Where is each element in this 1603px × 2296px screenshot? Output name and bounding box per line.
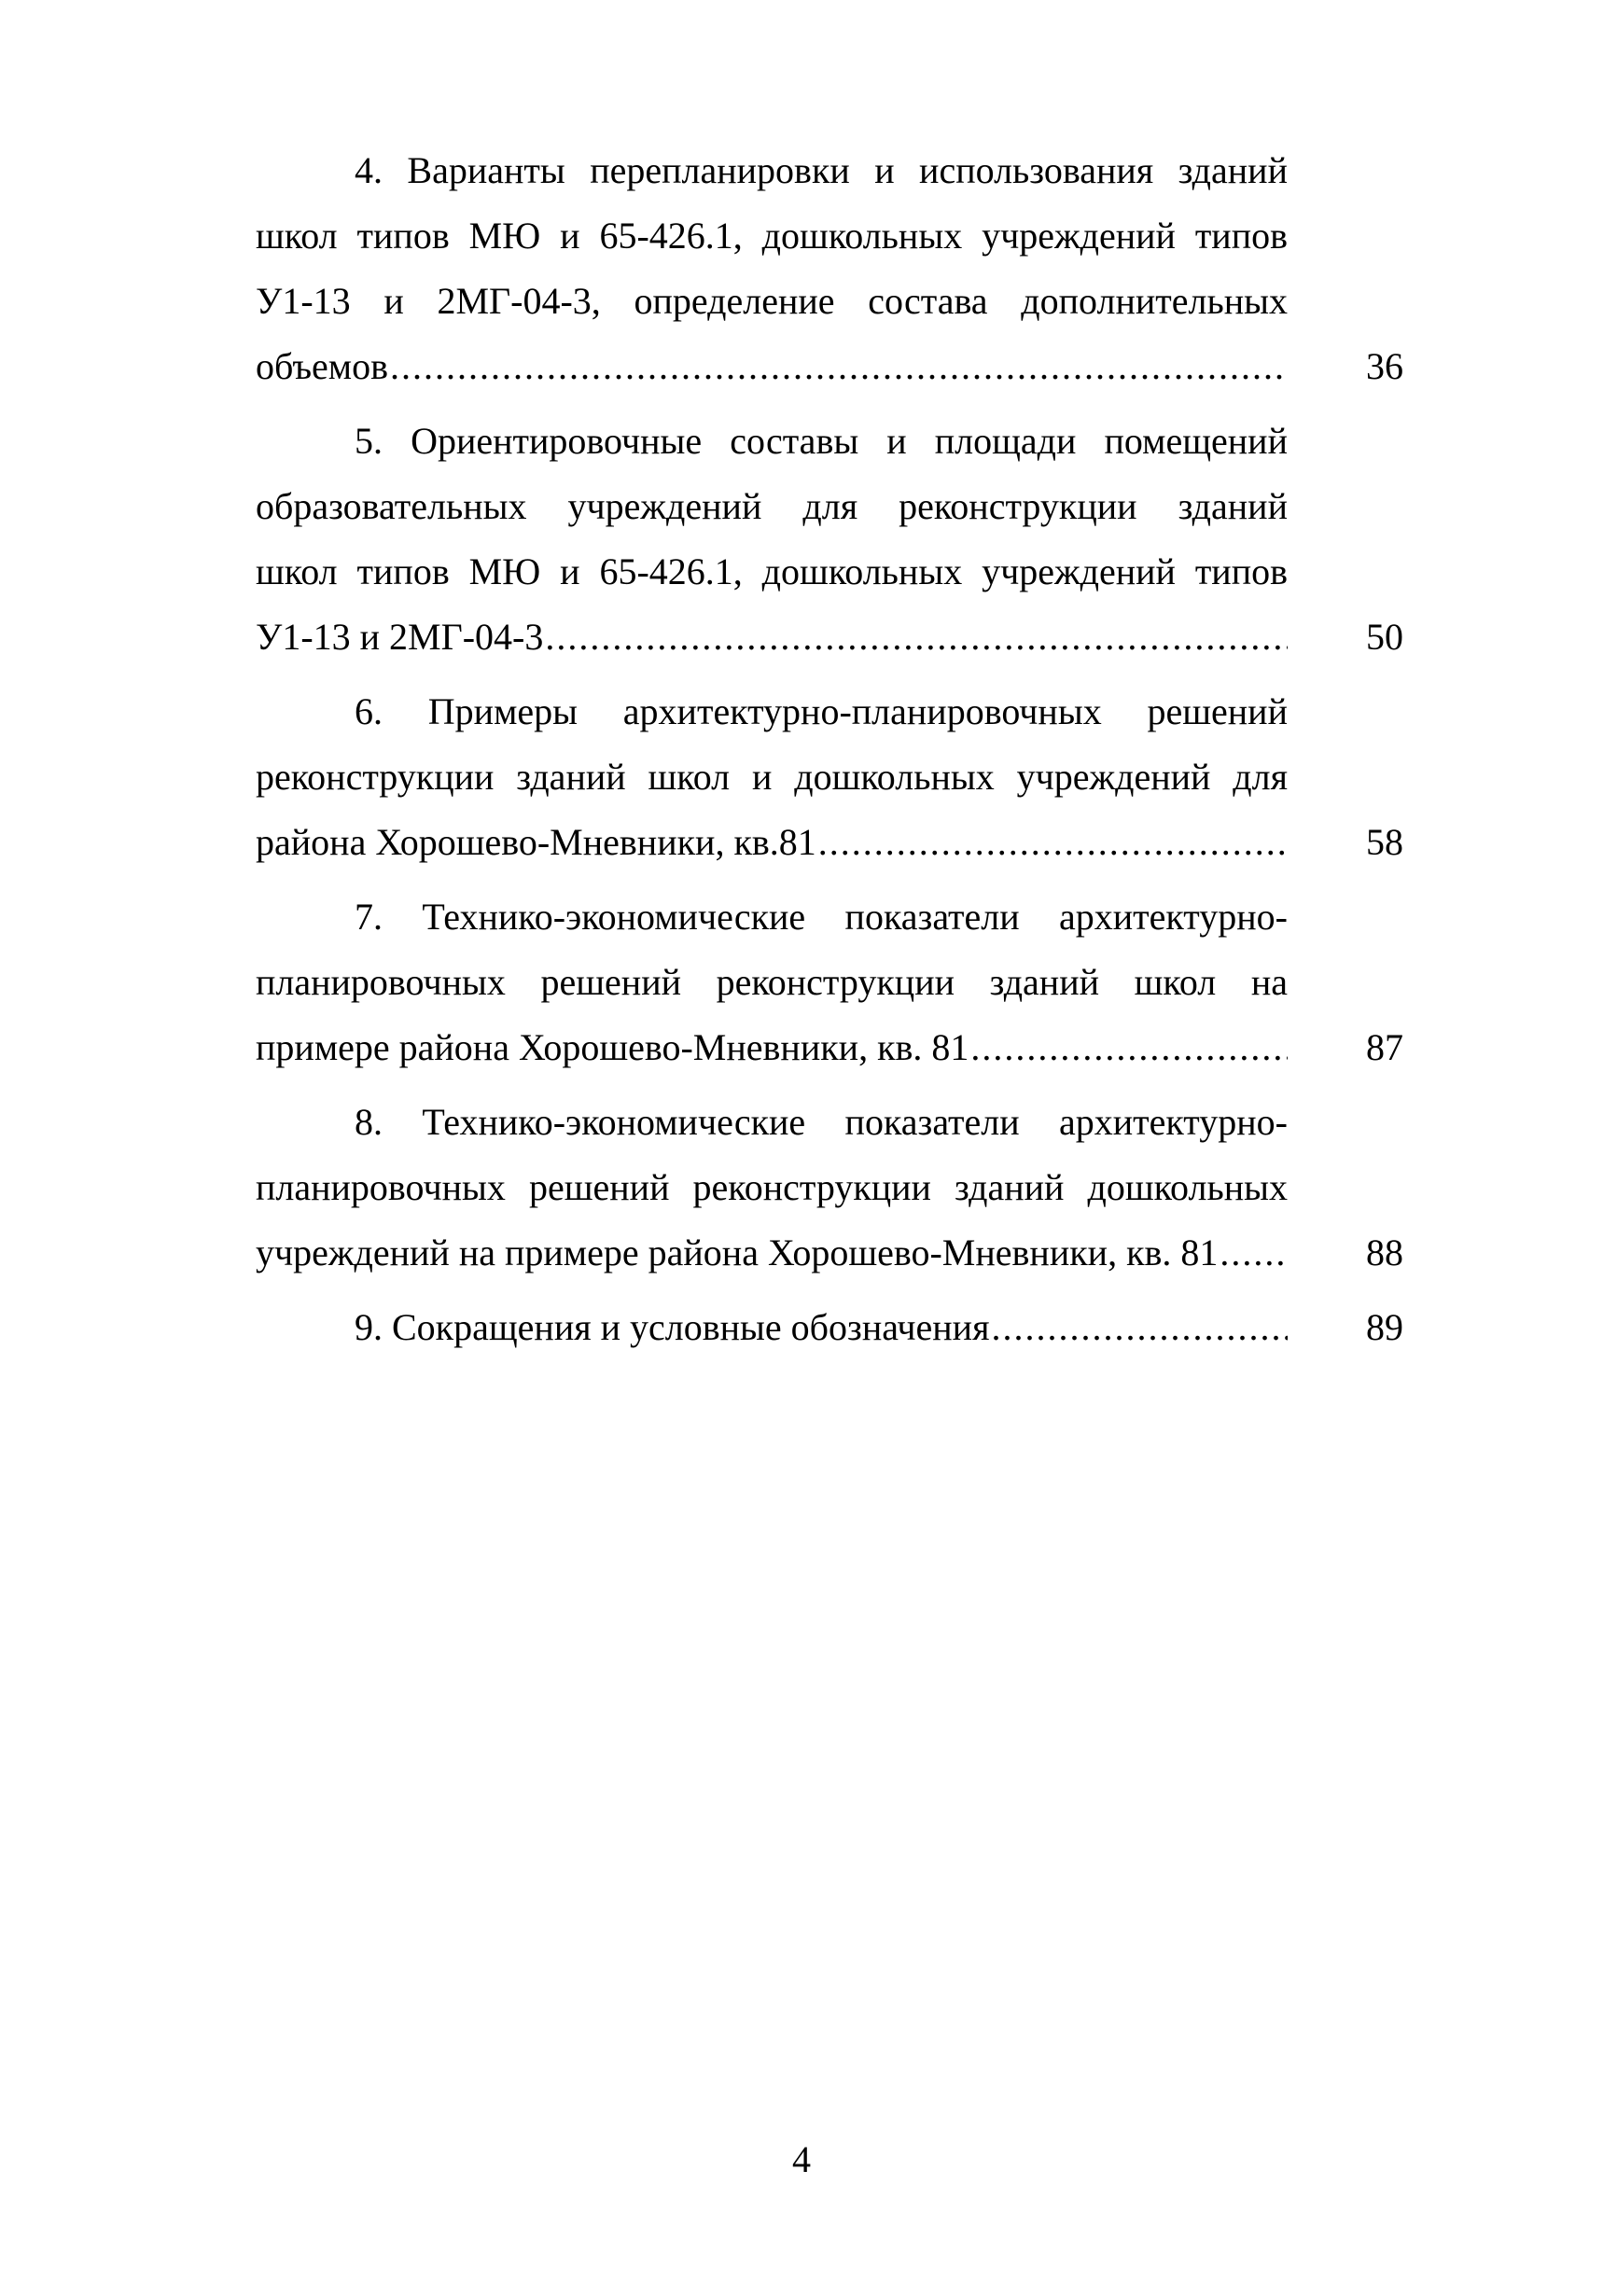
dot-leader — [818, 810, 1288, 875]
toc-entry-7-line-3-text: примере района Хорошево-Мневники, кв. 81 — [256, 1026, 969, 1068]
toc-entry-5-line-4-text: У1-13 и 2МГ-04-3 — [256, 616, 544, 658]
toc-entry-5-line-2: образовательных учреждений для реконструкции зданий — [256, 485, 1288, 527]
toc-entry-9-line-1-text: 9. Сокращения и условные обозначения — [355, 1306, 990, 1348]
toc-entry-7-line-2: планировочных решений реконструкции зданий школ на — [256, 961, 1288, 1003]
toc-entry-5-line-1: 5. Ориентировочные составы и площади помещений — [355, 420, 1288, 462]
dot-leader — [991, 1295, 1288, 1360]
dot-leader — [970, 1015, 1288, 1080]
toc-entry-9-line-1 — [256, 1295, 1288, 1360]
toc-entry-6-line-2: реконструкции зданий школ и дошкольных учреждений для — [256, 756, 1288, 798]
toc-entry-5-line-3: школ типов МЮ и 65-426.1, дошкольных учреждений типов — [256, 550, 1288, 592]
toc-entry-4-line-4 — [256, 334, 1288, 399]
toc-entry-7-page: 87 — [1366, 1026, 1403, 1068]
page-number: 4 — [792, 2138, 811, 2180]
toc-entry-8 — [256, 1090, 1403, 1286]
toc-entry-4-line-2: школ типов МЮ и 65-426.1, дошкольных учреждений типов — [256, 215, 1288, 257]
toc-entry-8-line-3 — [256, 1220, 1288, 1286]
toc-entry-6-line-3-text: района Хорошево-Мневники, кв.81 — [256, 821, 816, 863]
toc-entry-4-line-1: 4. Варианты перепланировки и использования зданий — [355, 149, 1288, 191]
dot-leader — [390, 334, 1288, 399]
toc-entry-5-line-4 — [256, 605, 1288, 670]
dot-leader — [1220, 1220, 1288, 1286]
toc-entry-6-line-3 — [256, 810, 1288, 875]
toc-entry-8-line-2: планировочных решений реконструкции зданий дошкольных — [256, 1166, 1288, 1208]
toc-entry-4-page: 36 — [1366, 345, 1403, 387]
toc-entry-5 — [256, 409, 1403, 670]
toc-entry-6 — [256, 679, 1403, 875]
dot-leader — [545, 605, 1288, 670]
toc-entry-6-page: 58 — [1366, 821, 1403, 863]
toc-entry-7-line-3 — [256, 1015, 1288, 1080]
toc-entry-8-line-3-text: учреждений на примере района Хорошево-Мневники, кв. 81 — [256, 1231, 1219, 1273]
toc-entry-7-line-1: 7. Технико-экономические показатели архитектурно- — [355, 896, 1288, 938]
toc-entry-4-line-3: У1-13 и 2МГ-04-3, определение состава дополнительных — [256, 280, 1288, 322]
toc-entry-9-page: 89 — [1366, 1306, 1403, 1348]
toc-entry-4-line-4-text: объемов — [256, 345, 388, 387]
toc-entry-8-line-1: 8. Технико-экономические показатели архитектурно- — [355, 1101, 1288, 1143]
toc-entry-4 — [256, 138, 1403, 399]
toc-entry-7 — [256, 884, 1403, 1080]
toc-entry-5-page: 50 — [1366, 616, 1403, 658]
toc-entry-9 — [256, 1295, 1403, 1360]
toc-entry-6-line-1: 6. Примеры архитектурно-планировочных решений — [355, 690, 1288, 732]
table-of-contents — [256, 138, 1403, 1370]
toc-entry-8-page: 88 — [1366, 1231, 1403, 1273]
